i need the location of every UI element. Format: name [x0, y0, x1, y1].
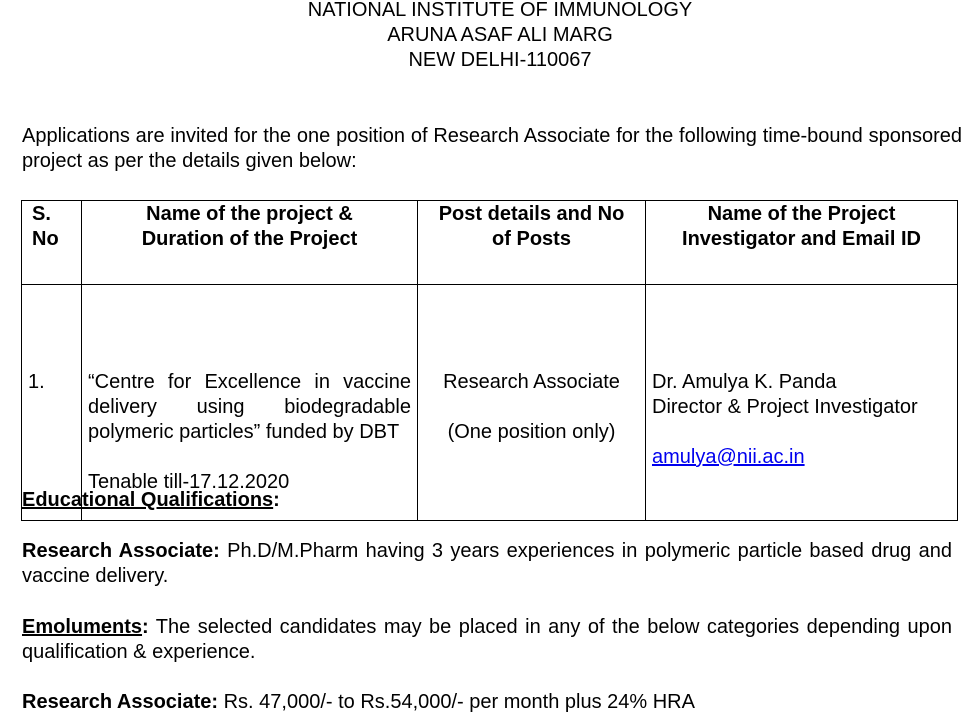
emoluments-paragraph: Emoluments: The selected candidates may be placed in any of the below categories depending upon qualification & experience. — [22, 616, 952, 663]
qualifications-heading: Educational Qualifications — [22, 489, 274, 511]
investigator-email-link[interactable]: amulya@nii.ac.in — [652, 446, 805, 468]
table-header-row — [22, 201, 958, 285]
salary-text: Rs. 47,000/- to Rs.54,000/- per month plus 24% HRA — [218, 691, 695, 713]
table-row — [22, 285, 958, 521]
investigator-title: Director & Project Investigator — [652, 396, 918, 418]
header-sno: S. No — [22, 201, 82, 285]
cell-project — [82, 285, 418, 521]
emoluments-text: The selected candidates may be placed in any of the below categories depending upon qualification & experience. — [22, 616, 952, 663]
project-tenure: Tenable till-17.12.2020 — [88, 471, 290, 493]
header-post: Post details and No of Posts — [418, 201, 646, 285]
institute-name: NATIONAL INSTITUTE OF IMMUNOLOGY — [307, 0, 693, 21]
header-project: Name of the project & Duration of the Project — [82, 201, 418, 285]
project-description: “Centre for Excellence in vaccine delivery using biodegradable polymeric particles” funded by DBT — [88, 371, 411, 443]
institute-city: NEW DELHI-110067 — [408, 49, 592, 71]
qualifications-label: Research Associate: — [22, 540, 220, 562]
investigator-name: Dr. Amulya K. Panda — [652, 371, 837, 393]
header-investigator: Name of the Project Investigator and Email ID — [646, 201, 958, 285]
salary-label: Research Associate: — [22, 691, 219, 713]
cell-sno: 1. — [22, 285, 82, 521]
qualifications-heading-line: Educational Qualifications: — [22, 489, 280, 511]
cell-investigator — [646, 285, 958, 521]
institute-header — [0, 0, 977, 73]
emoluments-heading: Emoluments — [22, 616, 143, 638]
project-details-table — [21, 200, 958, 521]
salary-paragraph — [22, 690, 952, 715]
intro-paragraph: Applications are invited for the one position of Research Associate for the following time-bound sponsored project as per the details given below: — [22, 125, 962, 172]
qualifications-paragraph — [22, 539, 952, 589]
cell-post — [418, 285, 646, 521]
qualifications-text: Ph.D/M.Pharm having 3 years experiences in polymeric particle based drug and vaccine delivery. — [22, 540, 952, 587]
post-count: (One position only) — [447, 421, 616, 443]
post-name: Research Associate — [443, 371, 620, 393]
institute-street: ARUNA ASAF ALI MARG — [387, 24, 613, 46]
